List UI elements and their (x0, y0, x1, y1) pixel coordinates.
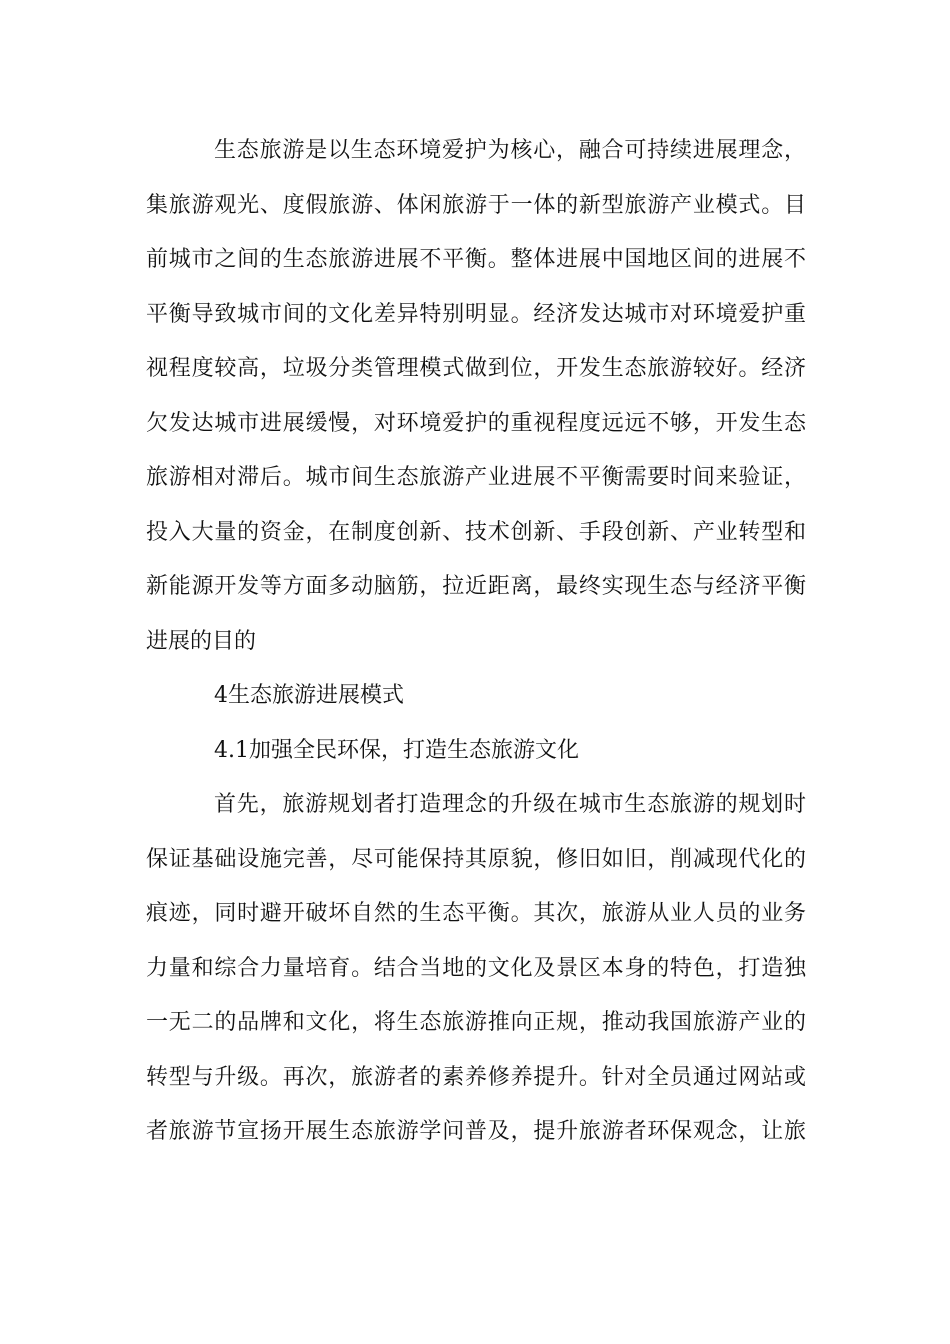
text-line: 旅游相对滞后。城市间生态旅游产业进展不平衡需要时间来验证， (146, 465, 806, 490)
text-line: 生态旅游是以生态环境爱护为核心，融合可持续进展理念， (214, 138, 806, 163)
subsection-heading: 4.1加强全民环保，打造生态旅游文化 (214, 737, 579, 763)
text-line: 集旅游观光、度假旅游、体闲旅游于一体的新型旅游产业模式。目 (146, 192, 806, 218)
text-line: 平衡导致城市间的文化差异特别明显。经济发达城市对环境爱护重 (146, 301, 806, 327)
text-line: 前城市之间的生态旅游进展不平衡。整体进展中国地区间的进展不 (146, 247, 806, 272)
body-text (146, 128, 806, 1164)
text-line: 首先，旅游规划者打造理念的升级在城市生态旅游的规划时 (214, 792, 806, 817)
text-line: 欠发达城市进展缓慢，对环境爱护的重视程度远远不够，开发生态 (146, 410, 806, 436)
section-heading: 4生态旅游进展模式 (214, 683, 404, 708)
text-line: 视程度较高，垃圾分类管理模式做到位，开发生态旅游较好。经济 (146, 356, 806, 381)
text-line: 进展的目的 (146, 628, 257, 654)
text-line: 保证基础设施完善，尽可能保持其原貌，修旧如旧，削减现代化的 (146, 846, 806, 872)
text-line: 者旅游节宣扬开展生态旅游学问普及，提升旅游者环保观念，让旅 (146, 1119, 806, 1144)
text-line: 痕迹，同时避开破坏自然的生态平衡。其次，旅游从业人员的业务 (146, 901, 806, 926)
text-line: 投入大量的资金，在制度创新、技术创新、手段创新、产业转型和 (146, 519, 806, 545)
text-line: 转型与升级。再次，旅游者的素养修养提升。针对全员通过网站或 (146, 1064, 806, 1090)
text-line: 力量和综合力量培育。结合当地的文化及景区本身的特色，打造独 (146, 955, 806, 981)
text-line: 新能源开发等方面多动脑筋，拉近距离，最终实现生态与经济平衡 (146, 574, 806, 599)
text-line: 一无二的品牌和文化，将生态旅游推向正规，推动我国旅游产业的 (146, 1010, 806, 1035)
